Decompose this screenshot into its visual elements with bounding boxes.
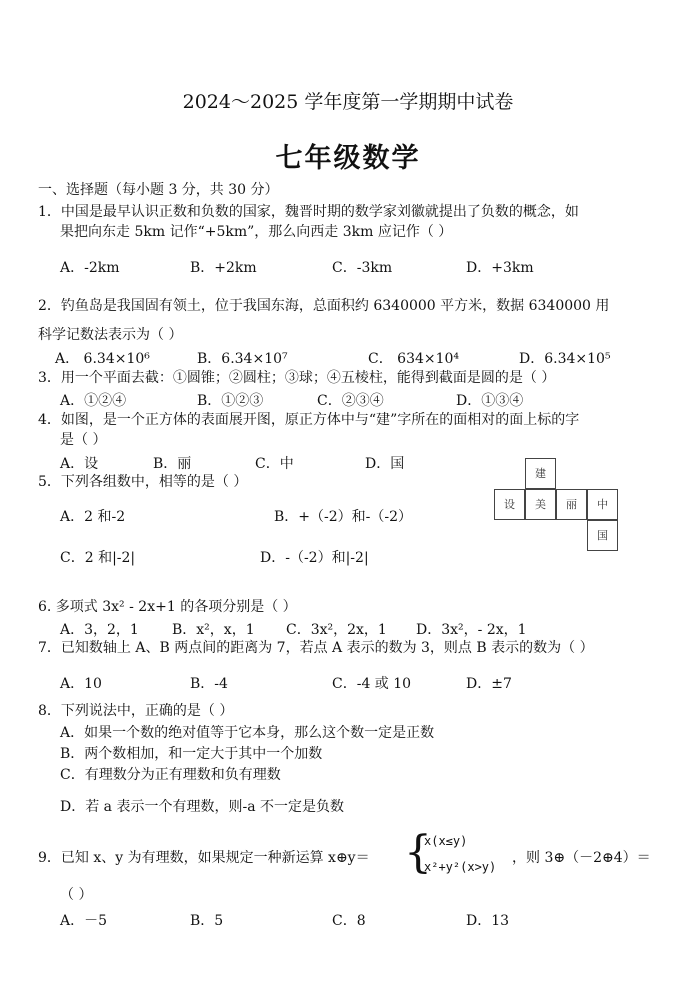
q2-option-c: C． 634×10⁴ [368,351,460,367]
q1-option-d: D．+3km [466,260,534,276]
q9-option-a: A．－5 [60,913,108,929]
q5-option-c: C．2 和|-2| [60,550,136,566]
q3-option-a: A．①②④ [60,393,127,409]
q6-option-a: A．3，2，1 [60,622,139,638]
question-9-line-1: 9．已知 x、y 为有理数，如果规定一种新运算 x⊕y＝ [38,850,370,866]
q1-option-c: C．-3km [332,260,393,276]
q8-option-a: A．如果一个数的绝对值等于它本身，那么这个数一定是正数 [60,725,435,741]
q3-option-c: C．②③④ [317,393,384,409]
question-8-line-1: 8．下列说法中，正确的是（ ） [38,703,234,719]
q6-option-c: C．3x²，2x，1 [286,622,387,638]
piecewise-case-2: x²+y²(x>y) [424,860,497,874]
net-face-jian: 建 [525,458,556,489]
q4-option-d: D．国 [365,456,405,472]
question-2-line-1: 2．钓鱼岛是我国固有领土，位于我国东海，总面积约 6340000 平方米，数据 6340000 用 [38,298,610,314]
question-5-line-1: 5．下列各组数中，相等的是（ ） [38,474,248,490]
q7-option-d: D．±7 [466,676,512,692]
q9-option-d: D．13 [466,913,510,929]
q5-option-d: D．-（-2）和|-2| [260,550,369,566]
q1-option-b: B．+2km [190,260,257,276]
question-2-line-2: 科学记数法表示为（ ） [38,327,183,343]
question-1-line-2: 果把向东走 5km 记作“+5km”，那么向西走 3km 应记作（ ） [60,224,453,240]
piecewise-case-1: x(x≤y) [424,834,468,848]
q2-option-b: B．6.34×10⁷ [197,351,288,367]
question-4-line-2: 是（ ） [60,432,107,448]
cube-net-figure [494,458,620,558]
question-3-line-1: 3．用一个平面去截：①圆锥；②圆柱；③球；④五棱柱，能得到截面是圆的是（ ） [38,370,556,386]
q2-option-d: D．6.34×10⁵ [519,351,611,367]
q4-option-c: C．中 [255,456,294,472]
q7-option-a: A．10 [60,676,102,692]
q7-option-b: B．-4 [190,676,228,692]
q8-option-b: B．两个数相加，和一定大于其中一个加数 [60,746,323,762]
question-9-tail: ，则 3⊕（－2⊕4）＝ [512,850,651,866]
q4-option-b: B．丽 [153,456,192,472]
net-face-mei: 美 [525,489,556,520]
q7-option-c: C．-4 或 10 [332,676,412,692]
net-face-guo: 国 [587,520,618,551]
exam-title: 2024～2025 学年度第一学期期中试卷 [182,91,514,113]
q9-option-b: B．5 [190,913,224,929]
q5-option-a: A．2 和-2 [60,509,126,525]
q6-option-d: D．3x²，- 2x，1 [416,622,527,638]
section-heading: 一、选择题（每小题 3 分，共 30 分） [38,182,279,198]
net-face-li: 丽 [556,489,587,520]
q3-option-b: B．①②③ [197,393,264,409]
piecewise-brace: { [404,827,432,878]
question-6-line-1: 6. 多项式 3x² - 2x+1 的各项分别是（ ） [38,599,297,615]
q8-option-d: D．若 a 表示一个有理数，则-a 不一定是负数 [60,799,344,815]
q6-option-b: B．x²，x，1 [172,622,255,638]
q2-option-a: A． 6.34×10⁶ [55,351,150,367]
q8-option-c: C．有理数分为正有理数和负有理数 [60,767,281,783]
q1-option-a: A．-2km [60,260,120,276]
question-1-line-1: 1．中国是最早认识正数和负数的国家，魏晋时期的数学家刘徽就提出了负数的概念，如 [38,204,579,220]
subject-title: 七年级数学 [275,143,421,174]
question-9-line-2: （ ） [60,887,93,903]
q3-option-d: D．①③④ [456,393,524,409]
q5-option-b: B．+（-2）和-（-2） [274,509,413,525]
question-4-line-1: 4．如图，是一个正方体的表面展开图，原正方体中与“建”字所在的面相对的面上标的字 [38,412,580,428]
net-face-zhong: 中 [587,489,618,520]
q9-option-c: C．8 [332,913,366,929]
question-7-line-1: 7．已知数轴上 A、B 两点间的距离为 7，若点 A 表示的数为 3，则点 B 表示的数为（ ） [38,640,594,656]
q4-option-a: A．设 [60,456,99,472]
net-face-she: 设 [494,489,525,520]
